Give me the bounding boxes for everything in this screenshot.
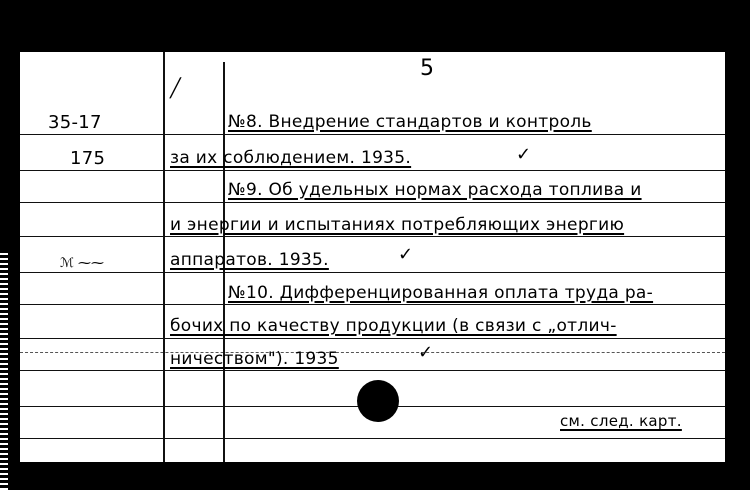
entry-8-line-1: №8. Внедрение стандартов и контроль (228, 112, 592, 132)
ruled-line (20, 370, 725, 371)
ruled-line (20, 236, 725, 237)
entry-10-line-3: ничеством"). 1935 (170, 349, 339, 369)
entry-10-line-2: бочих по качеству продукции (в связи с „отлич- (170, 316, 617, 336)
ruled-line (20, 134, 725, 135)
ruled-line (20, 338, 725, 339)
entry-9-line-3: аппаратов. 1935. (170, 250, 329, 270)
entry-9-line-2: и энергии и испытаниях потребляющих энергию (170, 215, 625, 235)
margin-scribble: ℳ ⁓⁓ (60, 256, 105, 271)
ruled-line (20, 202, 725, 203)
margin-line (163, 52, 165, 462)
check-mark-icon: ✓ (516, 144, 532, 165)
page-number: 5 (420, 56, 435, 81)
check-mark-icon: ✓ (398, 244, 414, 265)
entry-8-line-2: за их соблюдением. 1935. (170, 148, 412, 168)
catalog-card (20, 52, 725, 462)
call-number: 35-17 (48, 112, 102, 133)
scan-edge-noise (0, 250, 8, 490)
ruled-line (20, 170, 725, 171)
punch-hole (357, 380, 399, 422)
item-number: 175 (70, 148, 106, 169)
ruled-line (20, 272, 725, 273)
continuation-note: см. след. карт. (560, 412, 682, 430)
ruled-line (20, 438, 725, 439)
dotted-line (20, 352, 725, 353)
margin-tick: ╱ (170, 78, 181, 99)
ruled-line (20, 304, 725, 305)
entry-9-line-1: №9. Об удельных нормах расхода топлива и (228, 180, 642, 200)
entry-10-line-1: №10. Дифференцированная оплата труда ра- (228, 283, 654, 303)
check-mark-icon: ✓ (418, 342, 434, 363)
